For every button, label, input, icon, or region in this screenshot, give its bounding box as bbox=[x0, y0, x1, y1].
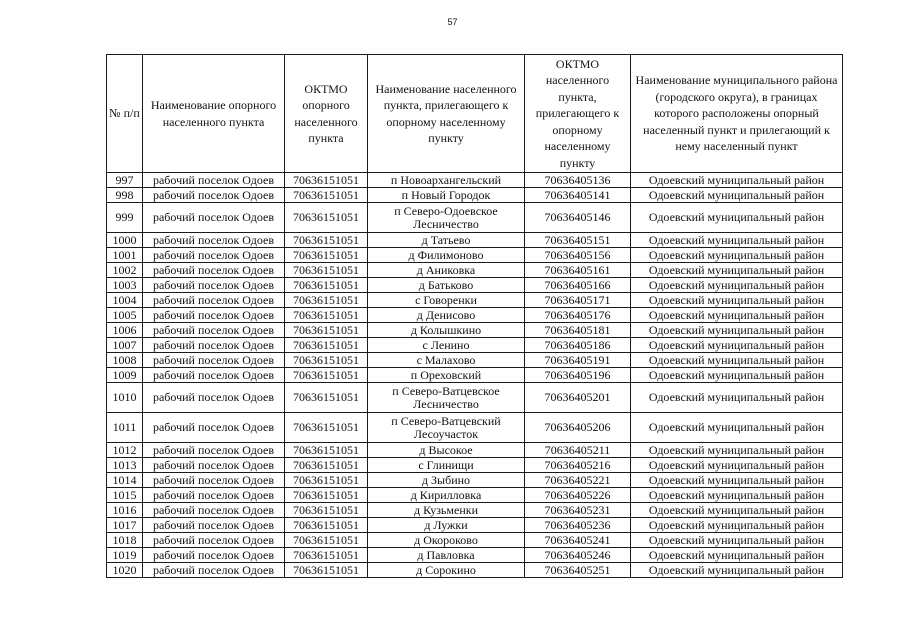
cell-adjacent-settlement: с Малахово bbox=[368, 353, 525, 368]
cell-adjacent-settlement: п Новоархангельский bbox=[368, 173, 525, 188]
cell-municipal-district: Одоевский муниципальный район bbox=[631, 278, 843, 293]
table-row bbox=[107, 308, 843, 323]
cell-base-settlement: рабочий поселок Одоев bbox=[143, 413, 285, 443]
cell-adjacent-oktmo: 70636405186 bbox=[525, 338, 631, 353]
cell-adjacent-settlement: п Северо-Ватцевское Лесничество bbox=[368, 383, 525, 413]
cell-adjacent-settlement: д Павловка bbox=[368, 548, 525, 563]
cell-base-oktmo: 70636151051 bbox=[285, 473, 368, 488]
cell-municipal-district: Одоевский муниципальный район bbox=[631, 263, 843, 278]
cell-base-settlement: рабочий поселок Одоев bbox=[143, 383, 285, 413]
cell-base-oktmo: 70636151051 bbox=[285, 308, 368, 323]
cell-row-number: 1020 bbox=[107, 563, 143, 578]
cell-row-number: 999 bbox=[107, 203, 143, 233]
table-row bbox=[107, 368, 843, 383]
cell-municipal-district: Одоевский муниципальный район bbox=[631, 488, 843, 503]
cell-adjacent-oktmo: 70636405226 bbox=[525, 488, 631, 503]
table-row bbox=[107, 233, 843, 248]
cell-adjacent-settlement: с Глинищи bbox=[368, 458, 525, 473]
cell-base-oktmo: 70636151051 bbox=[285, 488, 368, 503]
cell-municipal-district: Одоевский муниципальный район bbox=[631, 548, 843, 563]
cell-row-number: 1000 bbox=[107, 233, 143, 248]
cell-adjacent-oktmo: 70636405161 bbox=[525, 263, 631, 278]
cell-adjacent-oktmo: 70636405201 bbox=[525, 383, 631, 413]
header-base-oktmo: ОКТМО опорного населенного пункта bbox=[285, 55, 368, 173]
cell-base-oktmo: 70636151051 bbox=[285, 233, 368, 248]
cell-municipal-district: Одоевский муниципальный район bbox=[631, 233, 843, 248]
cell-base-oktmo: 70636151051 bbox=[285, 503, 368, 518]
cell-row-number: 1010 bbox=[107, 383, 143, 413]
cell-base-settlement: рабочий поселок Одоев bbox=[143, 173, 285, 188]
cell-municipal-district: Одоевский муниципальный район bbox=[631, 323, 843, 338]
cell-row-number: 1019 bbox=[107, 548, 143, 563]
table-row bbox=[107, 518, 843, 533]
cell-base-oktmo: 70636151051 bbox=[285, 263, 368, 278]
settlements-table bbox=[106, 54, 843, 578]
cell-adjacent-settlement: с Говоренки bbox=[368, 293, 525, 308]
cell-adjacent-oktmo: 70636405246 bbox=[525, 548, 631, 563]
cell-base-settlement: рабочий поселок Одоев bbox=[143, 368, 285, 383]
cell-adjacent-settlement: д Лужки bbox=[368, 518, 525, 533]
table-row bbox=[107, 548, 843, 563]
cell-base-settlement: рабочий поселок Одоев bbox=[143, 278, 285, 293]
cell-base-settlement: рабочий поселок Одоев bbox=[143, 263, 285, 278]
cell-base-settlement: рабочий поселок Одоев bbox=[143, 203, 285, 233]
cell-adjacent-oktmo: 70636405236 bbox=[525, 518, 631, 533]
cell-base-oktmo: 70636151051 bbox=[285, 293, 368, 308]
cell-municipal-district: Одоевский муниципальный район bbox=[631, 503, 843, 518]
table-row bbox=[107, 188, 843, 203]
cell-adjacent-oktmo: 70636405196 bbox=[525, 368, 631, 383]
cell-base-settlement: рабочий поселок Одоев bbox=[143, 323, 285, 338]
table-row bbox=[107, 458, 843, 473]
cell-base-oktmo: 70636151051 bbox=[285, 563, 368, 578]
table-row bbox=[107, 413, 843, 443]
cell-base-settlement: рабочий поселок Одоев bbox=[143, 503, 285, 518]
cell-base-oktmo: 70636151051 bbox=[285, 323, 368, 338]
cell-row-number: 998 bbox=[107, 188, 143, 203]
cell-adjacent-oktmo: 70636405216 bbox=[525, 458, 631, 473]
cell-adjacent-oktmo: 70636405251 bbox=[525, 563, 631, 578]
cell-base-settlement: рабочий поселок Одоев bbox=[143, 518, 285, 533]
cell-adjacent-oktmo: 70636405156 bbox=[525, 248, 631, 263]
cell-row-number: 1015 bbox=[107, 488, 143, 503]
header-adjacent-oktmo: ОКТМО населенного пункта, прилегающего к опорному населенному пункту bbox=[525, 55, 631, 173]
cell-row-number: 1017 bbox=[107, 518, 143, 533]
cell-adjacent-settlement: д Аниковка bbox=[368, 263, 525, 278]
cell-base-settlement: рабочий поселок Одоев bbox=[143, 293, 285, 308]
cell-base-settlement: рабочий поселок Одоев bbox=[143, 248, 285, 263]
cell-adjacent-oktmo: 70636405241 bbox=[525, 533, 631, 548]
cell-municipal-district: Одоевский муниципальный район bbox=[631, 473, 843, 488]
table-row bbox=[107, 353, 843, 368]
cell-base-settlement: рабочий поселок Одоев bbox=[143, 533, 285, 548]
cell-base-settlement: рабочий поселок Одоев bbox=[143, 308, 285, 323]
cell-adjacent-settlement: д Филимоново bbox=[368, 248, 525, 263]
cell-adjacent-oktmo: 70636405171 bbox=[525, 293, 631, 308]
table-row bbox=[107, 203, 843, 233]
cell-adjacent-oktmo: 70636405221 bbox=[525, 473, 631, 488]
cell-municipal-district: Одоевский муниципальный район bbox=[631, 533, 843, 548]
cell-base-oktmo: 70636151051 bbox=[285, 278, 368, 293]
cell-base-settlement: рабочий поселок Одоев bbox=[143, 233, 285, 248]
cell-base-oktmo: 70636151051 bbox=[285, 518, 368, 533]
cell-base-settlement: рабочий поселок Одоев bbox=[143, 488, 285, 503]
cell-base-oktmo: 70636151051 bbox=[285, 458, 368, 473]
cell-row-number: 1004 bbox=[107, 293, 143, 308]
cell-municipal-district: Одоевский муниципальный район bbox=[631, 188, 843, 203]
cell-adjacent-settlement: д Татьево bbox=[368, 233, 525, 248]
page-number: 57 bbox=[447, 17, 458, 27]
cell-base-settlement: рабочий поселок Одоев bbox=[143, 188, 285, 203]
cell-adjacent-settlement: п Новый Городок bbox=[368, 188, 525, 203]
table-body bbox=[107, 173, 843, 578]
cell-row-number: 1006 bbox=[107, 323, 143, 338]
table-row bbox=[107, 533, 843, 548]
cell-adjacent-oktmo: 70636405146 bbox=[525, 203, 631, 233]
cell-adjacent-settlement: д Сорокино bbox=[368, 563, 525, 578]
cell-row-number: 1009 bbox=[107, 368, 143, 383]
cell-row-number: 1003 bbox=[107, 278, 143, 293]
cell-base-oktmo: 70636151051 bbox=[285, 203, 368, 233]
header-adjacent-settlement: Наименование населенного пункта, прилегающего к опорному населенному пункту bbox=[368, 55, 525, 173]
cell-base-settlement: рабочий поселок Одоев bbox=[143, 563, 285, 578]
table-row bbox=[107, 383, 843, 413]
cell-base-settlement: рабочий поселок Одоев bbox=[143, 473, 285, 488]
cell-base-oktmo: 70636151051 bbox=[285, 368, 368, 383]
cell-municipal-district: Одоевский муниципальный район bbox=[631, 248, 843, 263]
cell-row-number: 1001 bbox=[107, 248, 143, 263]
header-municipal-district: Наименование муниципального района (городского округа), в границах которого расположены опорный населенный пункт и прилегающий к нему населенный пункт bbox=[631, 55, 843, 173]
cell-municipal-district: Одоевский муниципальный район bbox=[631, 518, 843, 533]
cell-adjacent-oktmo: 70636405181 bbox=[525, 323, 631, 338]
cell-municipal-district: Одоевский муниципальный район bbox=[631, 173, 843, 188]
cell-municipal-district: Одоевский муниципальный район bbox=[631, 443, 843, 458]
cell-base-oktmo: 70636151051 bbox=[285, 248, 368, 263]
table-row bbox=[107, 563, 843, 578]
table-row bbox=[107, 293, 843, 308]
table-row bbox=[107, 443, 843, 458]
table-row bbox=[107, 473, 843, 488]
cell-base-oktmo: 70636151051 bbox=[285, 548, 368, 563]
cell-adjacent-settlement: п Северо-Ватцевский Лесоучасток bbox=[368, 413, 525, 443]
cell-base-oktmo: 70636151051 bbox=[285, 443, 368, 458]
table-row bbox=[107, 248, 843, 263]
cell-row-number: 1018 bbox=[107, 533, 143, 548]
cell-adjacent-settlement: п Ореховский bbox=[368, 368, 525, 383]
cell-adjacent-oktmo: 70636405231 bbox=[525, 503, 631, 518]
cell-adjacent-oktmo: 70636405191 bbox=[525, 353, 631, 368]
cell-base-settlement: рабочий поселок Одоев bbox=[143, 548, 285, 563]
cell-base-settlement: рабочий поселок Одоев bbox=[143, 458, 285, 473]
cell-adjacent-settlement: д Батьково bbox=[368, 278, 525, 293]
cell-adjacent-oktmo: 70636405211 bbox=[525, 443, 631, 458]
table-row bbox=[107, 278, 843, 293]
cell-base-oktmo: 70636151051 bbox=[285, 533, 368, 548]
header-number: № п/п bbox=[107, 55, 143, 173]
table-row bbox=[107, 488, 843, 503]
cell-municipal-district: Одоевский муниципальный район bbox=[631, 458, 843, 473]
table-row bbox=[107, 503, 843, 518]
cell-row-number: 1016 bbox=[107, 503, 143, 518]
cell-base-oktmo: 70636151051 bbox=[285, 188, 368, 203]
cell-base-settlement: рабочий поселок Одоев bbox=[143, 338, 285, 353]
cell-adjacent-settlement: д Кирилловка bbox=[368, 488, 525, 503]
cell-adjacent-oktmo: 70636405141 bbox=[525, 188, 631, 203]
cell-row-number: 1005 bbox=[107, 308, 143, 323]
cell-adjacent-oktmo: 70636405151 bbox=[525, 233, 631, 248]
cell-municipal-district: Одоевский муниципальный район bbox=[631, 383, 843, 413]
cell-adjacent-oktmo: 70636405166 bbox=[525, 278, 631, 293]
header-base-settlement: Наименование опорного населенного пункта bbox=[143, 55, 285, 173]
cell-municipal-district: Одоевский муниципальный район bbox=[631, 338, 843, 353]
cell-adjacent-settlement: д Высокое bbox=[368, 443, 525, 458]
cell-row-number: 1002 bbox=[107, 263, 143, 278]
cell-municipal-district: Одоевский муниципальный район bbox=[631, 203, 843, 233]
table-row bbox=[107, 338, 843, 353]
table-row bbox=[107, 263, 843, 278]
cell-adjacent-settlement: д Зыбино bbox=[368, 473, 525, 488]
cell-row-number: 1012 bbox=[107, 443, 143, 458]
cell-municipal-district: Одоевский муниципальный район bbox=[631, 353, 843, 368]
cell-base-oktmo: 70636151051 bbox=[285, 353, 368, 368]
table-row bbox=[107, 323, 843, 338]
cell-base-oktmo: 70636151051 bbox=[285, 173, 368, 188]
cell-row-number: 1008 bbox=[107, 353, 143, 368]
cell-municipal-district: Одоевский муниципальный район bbox=[631, 308, 843, 323]
cell-municipal-district: Одоевский муниципальный район bbox=[631, 563, 843, 578]
cell-adjacent-oktmo: 70636405136 bbox=[525, 173, 631, 188]
cell-adjacent-settlement: д Колышкино bbox=[368, 323, 525, 338]
cell-adjacent-settlement: д Окороково bbox=[368, 533, 525, 548]
table-header-row bbox=[107, 55, 843, 173]
cell-base-oktmo: 70636151051 bbox=[285, 413, 368, 443]
cell-municipal-district: Одоевский муниципальный район bbox=[631, 368, 843, 383]
cell-row-number: 1014 bbox=[107, 473, 143, 488]
cell-adjacent-settlement: п Северо-Одоевское Лесничество bbox=[368, 203, 525, 233]
cell-row-number: 1011 bbox=[107, 413, 143, 443]
cell-adjacent-settlement: д Денисово bbox=[368, 308, 525, 323]
cell-row-number: 1013 bbox=[107, 458, 143, 473]
cell-adjacent-settlement: д Кузьменки bbox=[368, 503, 525, 518]
cell-base-settlement: рабочий поселок Одоев bbox=[143, 443, 285, 458]
table-row bbox=[107, 173, 843, 188]
cell-adjacent-oktmo: 70636405206 bbox=[525, 413, 631, 443]
cell-base-oktmo: 70636151051 bbox=[285, 338, 368, 353]
cell-base-oktmo: 70636151051 bbox=[285, 383, 368, 413]
cell-row-number: 997 bbox=[107, 173, 143, 188]
cell-adjacent-settlement: с Ленино bbox=[368, 338, 525, 353]
cell-municipal-district: Одоевский муниципальный район bbox=[631, 293, 843, 308]
cell-base-settlement: рабочий поселок Одоев bbox=[143, 353, 285, 368]
cell-adjacent-oktmo: 70636405176 bbox=[525, 308, 631, 323]
cell-row-number: 1007 bbox=[107, 338, 143, 353]
cell-municipal-district: Одоевский муниципальный район bbox=[631, 413, 843, 443]
